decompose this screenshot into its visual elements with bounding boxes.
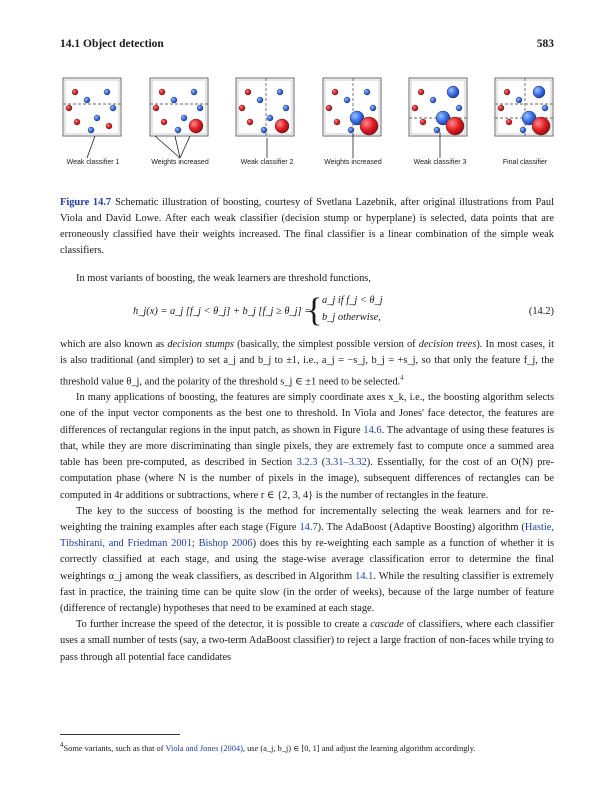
blue-sample-point [344, 97, 350, 103]
caption-label: Figure 14.7 [60, 197, 112, 208]
equation-case-2: b_j otherwise, [322, 312, 381, 324]
panel-label: Weak classifier 1 [66, 159, 120, 166]
blue-sample-point [364, 89, 370, 95]
section-title: 14.1 Object detection [60, 38, 164, 50]
panel-label: Weights increased [151, 159, 209, 166]
blue-sample-point [520, 127, 526, 133]
paragraph: To further increase the speed of the detector, it is possible to create a cascade of classifiers, where each classifier uses a small number of tests (say, a two-term AdaBoost classifier) to reject a large fraction of non-faces while trying to pass through all potential face candidates [60, 619, 554, 663]
blue-sample-point [94, 115, 100, 121]
figure-labels [55, 159, 559, 171]
citation-link[interactable]: Bishop 2006 [198, 538, 253, 550]
paragraph: which are also known as decision stumps (basically, the simplest possible version of decision trees). In most cases, it is also traditional (and simpler) to set a_j and b_j to ±1, i.e., a_j = −s_j, b_j = +s_j, so that only the feature f_j, the threshold value θ_j, and the polarity of the threshold s_j ∈ ±1 need to be selected.$^4$ [60, 339, 554, 388]
blue-sample-point [171, 97, 177, 103]
red-sample-point [239, 105, 245, 111]
red-sample-point [418, 89, 424, 95]
red-sample-point [161, 119, 167, 125]
red-sample-point [506, 119, 512, 125]
blue-sample-point [348, 127, 354, 133]
blue-sample-point [447, 86, 459, 98]
equation-number: (14.2) [528, 306, 554, 318]
page-header [60, 38, 554, 50]
red-sample-point [247, 119, 253, 125]
blue-sample-point [197, 105, 203, 111]
red-sample-point [326, 105, 332, 111]
panel-label: Weights increased [324, 159, 382, 166]
footnote: $^4$Some variants, such as that of Viola and Jones (2004), use (a_j, b_j) ∈ [0, 1] and adjust the learning algorithm accordingly. [60, 741, 476, 753]
blue-sample-point [283, 105, 289, 111]
blue-sample-point [370, 105, 376, 111]
equation-brace: { [306, 292, 323, 330]
intro-paragraph: In most variants of boosting, the weak learners are threshold functions, [76, 273, 371, 284]
panel-label: Final classifier [502, 159, 548, 166]
blue-sample-point [261, 127, 267, 133]
red-sample-point [532, 117, 550, 135]
citation-link[interactable]: Hastie, Tibshirani, and Friedman 2001 [60, 521, 554, 550]
red-sample-point [275, 119, 289, 133]
algorithm-link[interactable]: 14.1 [355, 570, 374, 582]
blue-sample-point [277, 89, 283, 95]
blue-sample-point [191, 89, 197, 95]
footnote-ref[interactable]: 4 [400, 373, 404, 382]
footnote-rule [60, 734, 180, 735]
red-sample-point [412, 105, 418, 111]
equation-link[interactable]: 3.31–3.32 [325, 457, 367, 469]
caption-text: Schematic illustration of boosting, courtesy of Svetlana Lazebnik, after original illustrations from Paul Viola and David Lowe. After each weak classifier (decision stump or hyperplane) is selected, data points that are erroneously classified have their weights increased. The final classifier is a linear combination of the simple weak classifiers. [60, 197, 554, 256]
equation-lhs: h_j(x) = a_j [f_j < θ_j] + b_j [f_j ≥ θ_j] = [133, 306, 312, 318]
blue-sample-point [84, 97, 90, 103]
red-sample-point [66, 105, 72, 111]
red-sample-point [498, 105, 504, 111]
blue-sample-point [257, 97, 263, 103]
body-text [60, 271, 554, 666]
red-sample-point [72, 89, 78, 95]
boosting-figure [55, 66, 559, 196]
red-sample-point [153, 105, 159, 111]
blue-sample-point [88, 127, 94, 133]
red-sample-point [245, 89, 251, 95]
red-sample-point [334, 119, 340, 125]
equation-case-1: a_j if f_j < θ_j [322, 295, 383, 307]
blue-sample-point [542, 105, 548, 111]
blue-sample-point [430, 97, 436, 103]
red-sample-point [74, 119, 80, 125]
red-sample-point [159, 89, 165, 95]
panel-label: Weak classifier 3 [413, 159, 467, 166]
blue-sample-point [456, 105, 462, 111]
blue-sample-point [516, 97, 522, 103]
pointer-line [180, 136, 190, 158]
blue-sample-point [181, 115, 187, 121]
paragraph: In many applications of boosting, the features are simply coordinate axes x_k, i.e., the boosting algorithm selects one of the input vector components as the best one to threshold. In Viola and Jones' face detector, the features are differences of rectangular regions in the input patch, as shown in Figure 14.6. The advantage of using these features is that, while they are more discriminating than single pixels, they are extremely fast to compute once a summed area table has been pre-computed, as described in Section 3.2.3 (3.31–3.32). Essentially, for the cost of an O(N) pre-computation phase (where N is the number of pixels in the image), subsequent differences of rectangles can be computed in 4r additions or subtractions, where r ∈ {2, 3, 4} is the number of rectangles in the feature. [60, 392, 554, 501]
blue-sample-point [533, 86, 545, 98]
red-sample-point [332, 89, 338, 95]
red-sample-point [420, 119, 426, 125]
pointer-line [155, 136, 180, 158]
red-sample-point [504, 89, 510, 95]
blue-sample-point [267, 115, 273, 121]
page-number: 583 [536, 38, 554, 50]
red-sample-point [446, 117, 464, 135]
citation-link[interactable]: Viola and Jones (2004) [165, 743, 243, 753]
section-link[interactable]: 3.2.3 [296, 457, 318, 469]
figure-caption [60, 195, 554, 259]
blue-sample-point [175, 127, 181, 133]
paragraph: The key to the success of boosting is the method for incrementally selecting the weak learners and for re-weighting the training examples after each stage (Figure 14.7). The AdaBoost (Adaptive Boosting) algorithm (Hastie, Tibshirani, and Friedman 2001; Bishop 2006) does this by re-weighting each sample as a function of whether it is correctly classified at each stage, and using the stage-wise average classification error to determine the final weightings α_j among the weak classifiers, as described in Algorithm 14.1. While the resulting classifier is extremely fast in practice, the training time can be quite slow (in the order of weeks), because of the large number of feature (difference of rectangle) hypotheses that need to be examined at each stage. [60, 505, 554, 614]
figure-link[interactable]: 14.7 [299, 521, 318, 533]
red-sample-point [360, 117, 378, 135]
equation-14-2 [60, 293, 554, 331]
blue-sample-point [434, 127, 440, 133]
red-sample-point [106, 123, 112, 129]
red-sample-point [189, 119, 203, 133]
blue-sample-point [110, 105, 116, 111]
panel-label: Weak classifier 2 [240, 159, 294, 166]
figure-link[interactable]: 14.6 [363, 424, 382, 436]
blue-sample-point [104, 89, 110, 95]
pointer-line [87, 136, 95, 158]
